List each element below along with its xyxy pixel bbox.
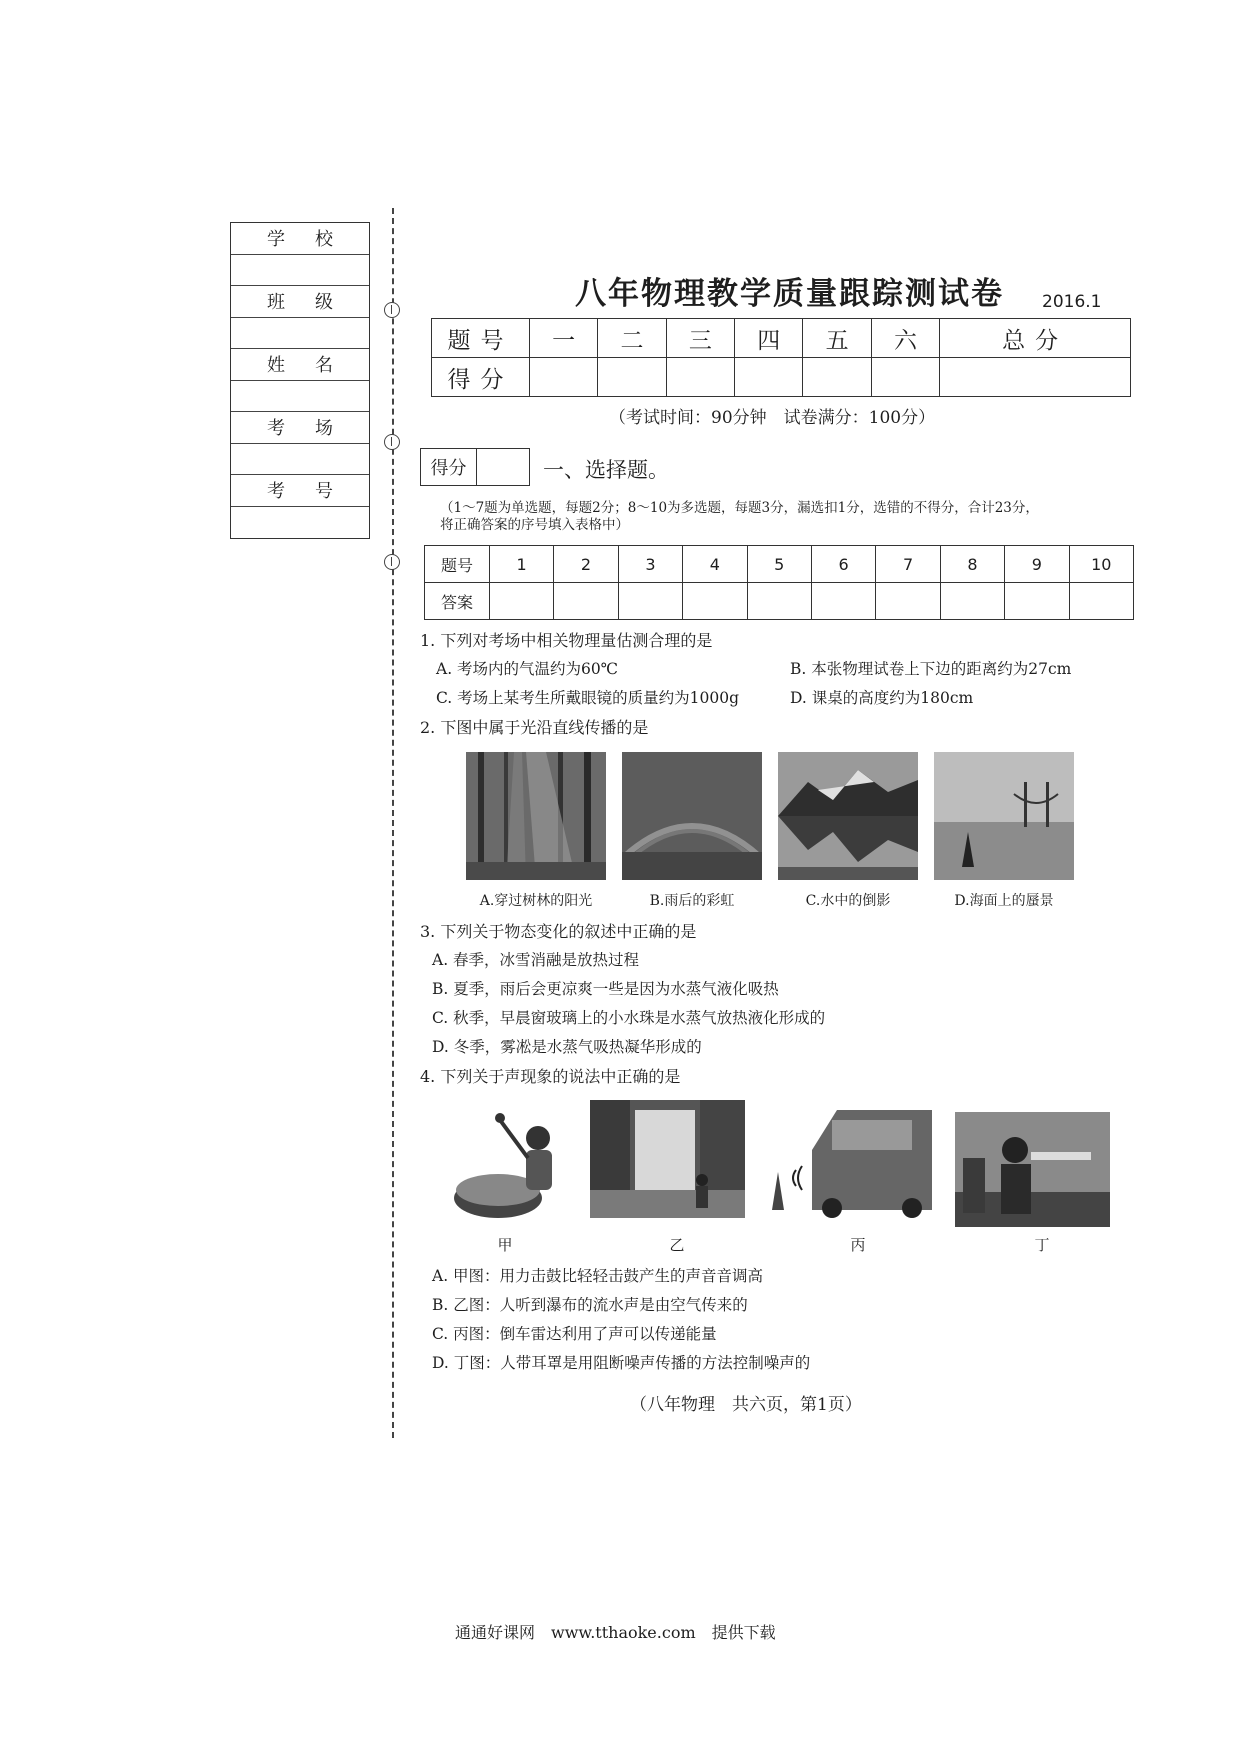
site-footer: 通通好课网 www.tthaoke.com 提供下载 <box>455 1623 776 1642</box>
score-header-cell: 四 <box>735 319 803 358</box>
info-label-school: 学校 <box>231 223 369 255</box>
q2-caption-c: C.水中的倒影 <box>805 893 891 909</box>
info-label-class: 班级 <box>231 286 369 318</box>
q3-option-a: A. 春季，冰雪消融是放热过程 <box>432 951 640 969</box>
answer-cell[interactable] <box>1069 583 1133 620</box>
question-number-cell: 3 <box>618 546 682 583</box>
score-header-cell: 二 <box>598 319 666 358</box>
info-field-exam-number[interactable] <box>231 507 369 539</box>
question-number-cell: 9 <box>1005 546 1069 583</box>
section1-instructions <box>440 500 1140 534</box>
section1-heading: 一、选择题。 <box>543 458 669 482</box>
q3-option-c: C. 秋季，早晨窗玻璃上的小水珠是水蒸气放热液化形成的 <box>432 1009 826 1027</box>
student-info-table <box>230 222 370 539</box>
info-field-class[interactable] <box>231 318 369 350</box>
score-cell[interactable] <box>871 358 939 397</box>
q4-caption-ding: 丁 <box>1034 1236 1050 1254</box>
q3-option-d: D. 冬季，雾凇是水蒸气吸热凝华形成的 <box>432 1038 702 1056</box>
q1-stem: 1. 下列对考场中相关物理量估测合理的是 <box>420 631 713 650</box>
score-cell[interactable] <box>530 358 598 397</box>
score-table-score-row <box>432 358 1131 397</box>
answer-table-number-row <box>425 546 1134 583</box>
score-header-cell: 六 <box>871 319 939 358</box>
answer-cell[interactable] <box>876 583 940 620</box>
question-number-cell: 2 <box>554 546 618 583</box>
q4-image-reversing-radar <box>762 1100 932 1218</box>
binding-circle-icon <box>384 434 400 450</box>
info-field-name[interactable] <box>231 381 369 413</box>
answer-cell[interactable] <box>618 583 682 620</box>
q4-caption-jia: 甲 <box>497 1236 513 1254</box>
answer-row-label: 答案 <box>425 583 490 620</box>
score-cell[interactable] <box>666 358 734 397</box>
question-number-cell: 10 <box>1069 546 1133 583</box>
q2-photo-rainbow <box>622 752 762 880</box>
q4-stem: 4. 下列关于声现象的说法中正确的是 <box>420 1067 681 1086</box>
answer-cell[interactable] <box>811 583 875 620</box>
q2-photo-water-reflection <box>778 752 918 880</box>
score-header-cell: 五 <box>803 319 871 358</box>
q1-option-c: C. 考场上某考生所戴眼镜的质量约为1000g <box>436 689 740 707</box>
q4-option-b: B. 乙图：人听到瀑布的流水声是由空气传来的 <box>432 1296 748 1314</box>
answer-cell[interactable] <box>683 583 747 620</box>
exam-date: 2016.1 <box>1042 292 1102 312</box>
q1-option-a: A. 考场内的气温约为60℃ <box>436 660 619 678</box>
answer-cell[interactable] <box>747 583 811 620</box>
answer-table-answer-row <box>425 583 1134 620</box>
q3-stem: 3. 下列关于物态变化的叙述中正确的是 <box>420 922 697 941</box>
q2-caption-b: B.雨后的彩虹 <box>649 893 735 909</box>
q3-option-b: B. 夏季，雨后会更凉爽一些是因为水蒸气液化吸热 <box>432 980 779 998</box>
info-label-exam-room: 考场 <box>231 412 369 444</box>
answer-cell[interactable] <box>940 583 1004 620</box>
q2-stem: 2. 下图中属于光沿直线传播的是 <box>420 718 649 737</box>
q2-caption-a: A.穿过树林的阳光 <box>479 893 593 909</box>
question-number-cell: 7 <box>876 546 940 583</box>
score-header-cell: 三 <box>666 319 734 358</box>
score-header-cell: 总分 <box>940 319 1131 358</box>
q4-image-drum <box>450 1100 565 1230</box>
answer-cell[interactable] <box>1005 583 1069 620</box>
exam-title: 八年物理教学质量跟踪测试卷 <box>575 276 1004 312</box>
score-header-cell: 一 <box>530 319 598 358</box>
answer-row-label: 题号 <box>425 546 490 583</box>
binding-circle-icon <box>384 302 400 318</box>
q2-photo-forest-sunlight <box>466 752 606 880</box>
q4-caption-bing: 丙 <box>850 1236 866 1254</box>
section1-score-field[interactable] <box>477 449 529 485</box>
binding-circle-icon <box>384 554 400 570</box>
page-footer: （八年物理 共六页，第1页） <box>630 1395 862 1415</box>
score-cell[interactable] <box>803 358 871 397</box>
section1-score-box <box>420 448 530 486</box>
info-label-name: 姓名 <box>231 349 369 381</box>
answer-table <box>424 545 1134 620</box>
q4-option-c: C. 丙图：倒车雷达利用了声可以传递能量 <box>432 1325 717 1343</box>
section1-score-label: 得分 <box>421 449 477 485</box>
info-label-exam-number: 考号 <box>231 475 369 507</box>
question-number-cell: 4 <box>683 546 747 583</box>
q4-option-d: D. 丁图：人带耳罩是用阻断噪声传播的方法控制噪声的 <box>432 1354 811 1372</box>
score-header-cell: 题号 <box>432 319 530 358</box>
info-field-school[interactable] <box>231 255 369 287</box>
binding-dashed-line <box>392 208 394 1438</box>
info-field-exam-room[interactable] <box>231 444 369 476</box>
score-row-label: 得分 <box>432 358 530 397</box>
q4-option-a: A. 甲图：用力击鼓比轻轻击鼓产生的声音音调高 <box>432 1267 764 1285</box>
question-number-cell: 5 <box>747 546 811 583</box>
q4-image-waterfall <box>590 1100 745 1218</box>
q2-caption-d: D.海面上的蜃景 <box>954 893 1054 909</box>
answer-cell[interactable] <box>489 583 553 620</box>
score-table <box>431 318 1131 397</box>
question-number-cell: 6 <box>811 546 875 583</box>
question-number-cell: 1 <box>489 546 553 583</box>
q4-caption-yi: 乙 <box>669 1236 685 1254</box>
q2-photo-mirage <box>934 752 1074 880</box>
score-cell[interactable] <box>735 358 803 397</box>
answer-cell[interactable] <box>554 583 618 620</box>
score-cell[interactable] <box>940 358 1131 397</box>
question-number-cell: 8 <box>940 546 1004 583</box>
score-cell[interactable] <box>598 358 666 397</box>
q4-image-earmuffs <box>955 1112 1110 1227</box>
q1-option-d: D. 课桌的高度约为180cm <box>790 689 974 707</box>
q1-option-b: B. 本张物理试卷上下边的距离约为27cm <box>790 660 1072 678</box>
instruction-line-1: （1～7题为单选题，每题2分；8～10为多选题，每题3分，漏选扣1分，选错的不得分，合计23分， <box>440 500 1039 516</box>
instruction-line-2: 将正确答案的序号填入表格中） <box>440 517 629 533</box>
score-table-header-row <box>432 319 1131 358</box>
exam-time-info: （考试时间：90分钟 试卷满分：100分） <box>609 408 936 428</box>
